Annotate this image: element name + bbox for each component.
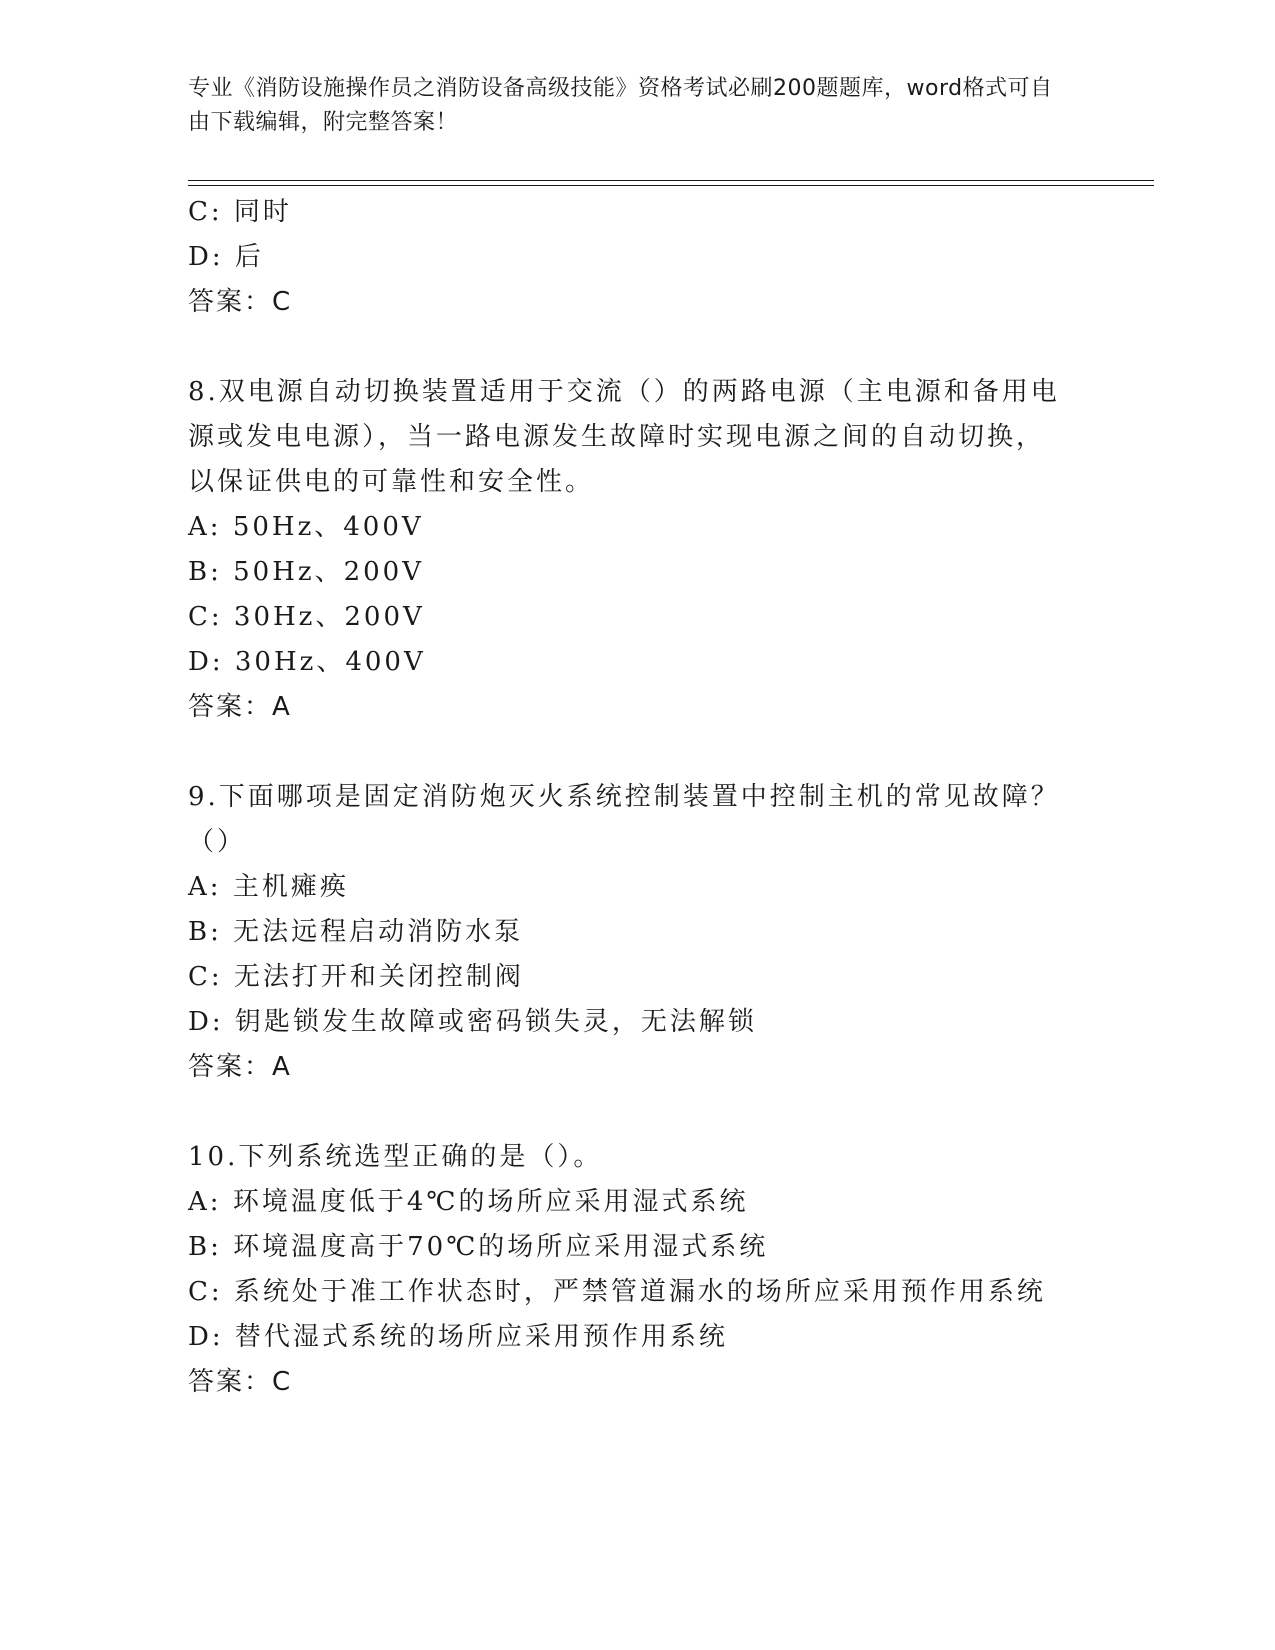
question-content bbox=[188, 190, 1088, 1405]
option-a bbox=[188, 865, 1088, 910]
option-text: 主机瘫痪 bbox=[232, 872, 349, 902]
option-letter: B: bbox=[188, 1232, 222, 1262]
header-divider-top bbox=[188, 180, 1154, 181]
question-9 bbox=[188, 775, 1088, 1090]
option-text: 环境温度低于4℃的场所应采用湿式系统 bbox=[232, 1187, 749, 1217]
question-stem-line: 10.下列系统选型正确的是（）。 bbox=[188, 1142, 603, 1172]
option-text: 系统处于准工作状态时，严禁管道漏水的场所应采用预作用系统 bbox=[233, 1277, 1046, 1307]
question-stem-line: 9.下面哪项是固定消防炮灭火系统控制装置中控制主机的常见故障？ bbox=[188, 782, 1060, 812]
option-text: 30Hz、400V bbox=[234, 647, 426, 677]
option-text: 50Hz、400V bbox=[232, 512, 424, 542]
document-header bbox=[188, 72, 1068, 140]
option-text: 后 bbox=[234, 242, 264, 272]
option-text: 钥匙锁发生故障或密码锁失灵，无法解锁 bbox=[234, 1007, 757, 1037]
question-stem-line: 8.双电源自动切换装置适用于交流（）的两路电源（主电源和备用电 bbox=[188, 377, 1060, 407]
question-stem-line: （） bbox=[188, 827, 247, 857]
option-d bbox=[188, 1000, 1088, 1045]
option-letter: D: bbox=[188, 647, 224, 677]
option-text: 环境温度高于70℃的场所应采用湿式系统 bbox=[233, 1232, 769, 1262]
option-text: 替代湿式系统的场所应采用预作用系统 bbox=[234, 1322, 728, 1352]
option-letter: C: bbox=[188, 1277, 223, 1307]
option-letter: D: bbox=[188, 242, 224, 272]
option-text: 50Hz、200V bbox=[233, 557, 424, 587]
option-c bbox=[188, 190, 1088, 235]
option-text: 无法打开和关闭控制阀 bbox=[233, 962, 524, 992]
option-letter: A: bbox=[188, 872, 222, 902]
option-c bbox=[188, 955, 1088, 1000]
answer: 答案：A bbox=[188, 692, 292, 722]
answer: 答案：C bbox=[188, 1367, 293, 1397]
question-stem-line: 源或发电电源），当一路电源发生故障时实现电源之间的自动切换， bbox=[188, 422, 1046, 452]
option-letter: B: bbox=[188, 557, 222, 587]
option-c bbox=[188, 1270, 1088, 1315]
option-a bbox=[188, 505, 1088, 550]
option-text: 同时 bbox=[233, 197, 292, 227]
option-b bbox=[188, 1225, 1088, 1270]
spacer bbox=[188, 325, 1088, 370]
option-letter: C: bbox=[188, 962, 223, 992]
question-8 bbox=[188, 370, 1088, 730]
option-d bbox=[188, 235, 1088, 280]
option-b bbox=[188, 550, 1088, 595]
option-letter: C: bbox=[188, 197, 223, 227]
header-text: 专业《消防设施操作员之消防设备高级技能》资格考试必刷200题题库，word格式可自由下载编辑，附完整答案！ bbox=[188, 76, 1053, 135]
option-letter: A: bbox=[188, 1187, 222, 1217]
option-text: 30Hz、200V bbox=[233, 602, 425, 632]
option-text: 无法远程启动消防水泵 bbox=[233, 917, 524, 947]
spacer bbox=[188, 1090, 1088, 1135]
question-10 bbox=[188, 1135, 1088, 1405]
option-c bbox=[188, 595, 1088, 640]
answer: 答案：A bbox=[188, 1052, 292, 1082]
option-letter: B: bbox=[188, 917, 222, 947]
option-d bbox=[188, 640, 1088, 685]
answer: 答案：C bbox=[188, 287, 293, 317]
option-letter: D: bbox=[188, 1322, 224, 1352]
option-a bbox=[188, 1180, 1088, 1225]
option-d bbox=[188, 1315, 1088, 1360]
option-b bbox=[188, 910, 1088, 955]
option-letter: A: bbox=[188, 512, 222, 542]
option-letter: C: bbox=[188, 602, 223, 632]
prev-question bbox=[188, 190, 1088, 325]
question-stem-line: 以保证供电的可靠性和安全性。 bbox=[188, 467, 595, 497]
header-divider-bottom bbox=[188, 185, 1154, 186]
spacer bbox=[188, 730, 1088, 775]
option-letter: D: bbox=[188, 1007, 224, 1037]
